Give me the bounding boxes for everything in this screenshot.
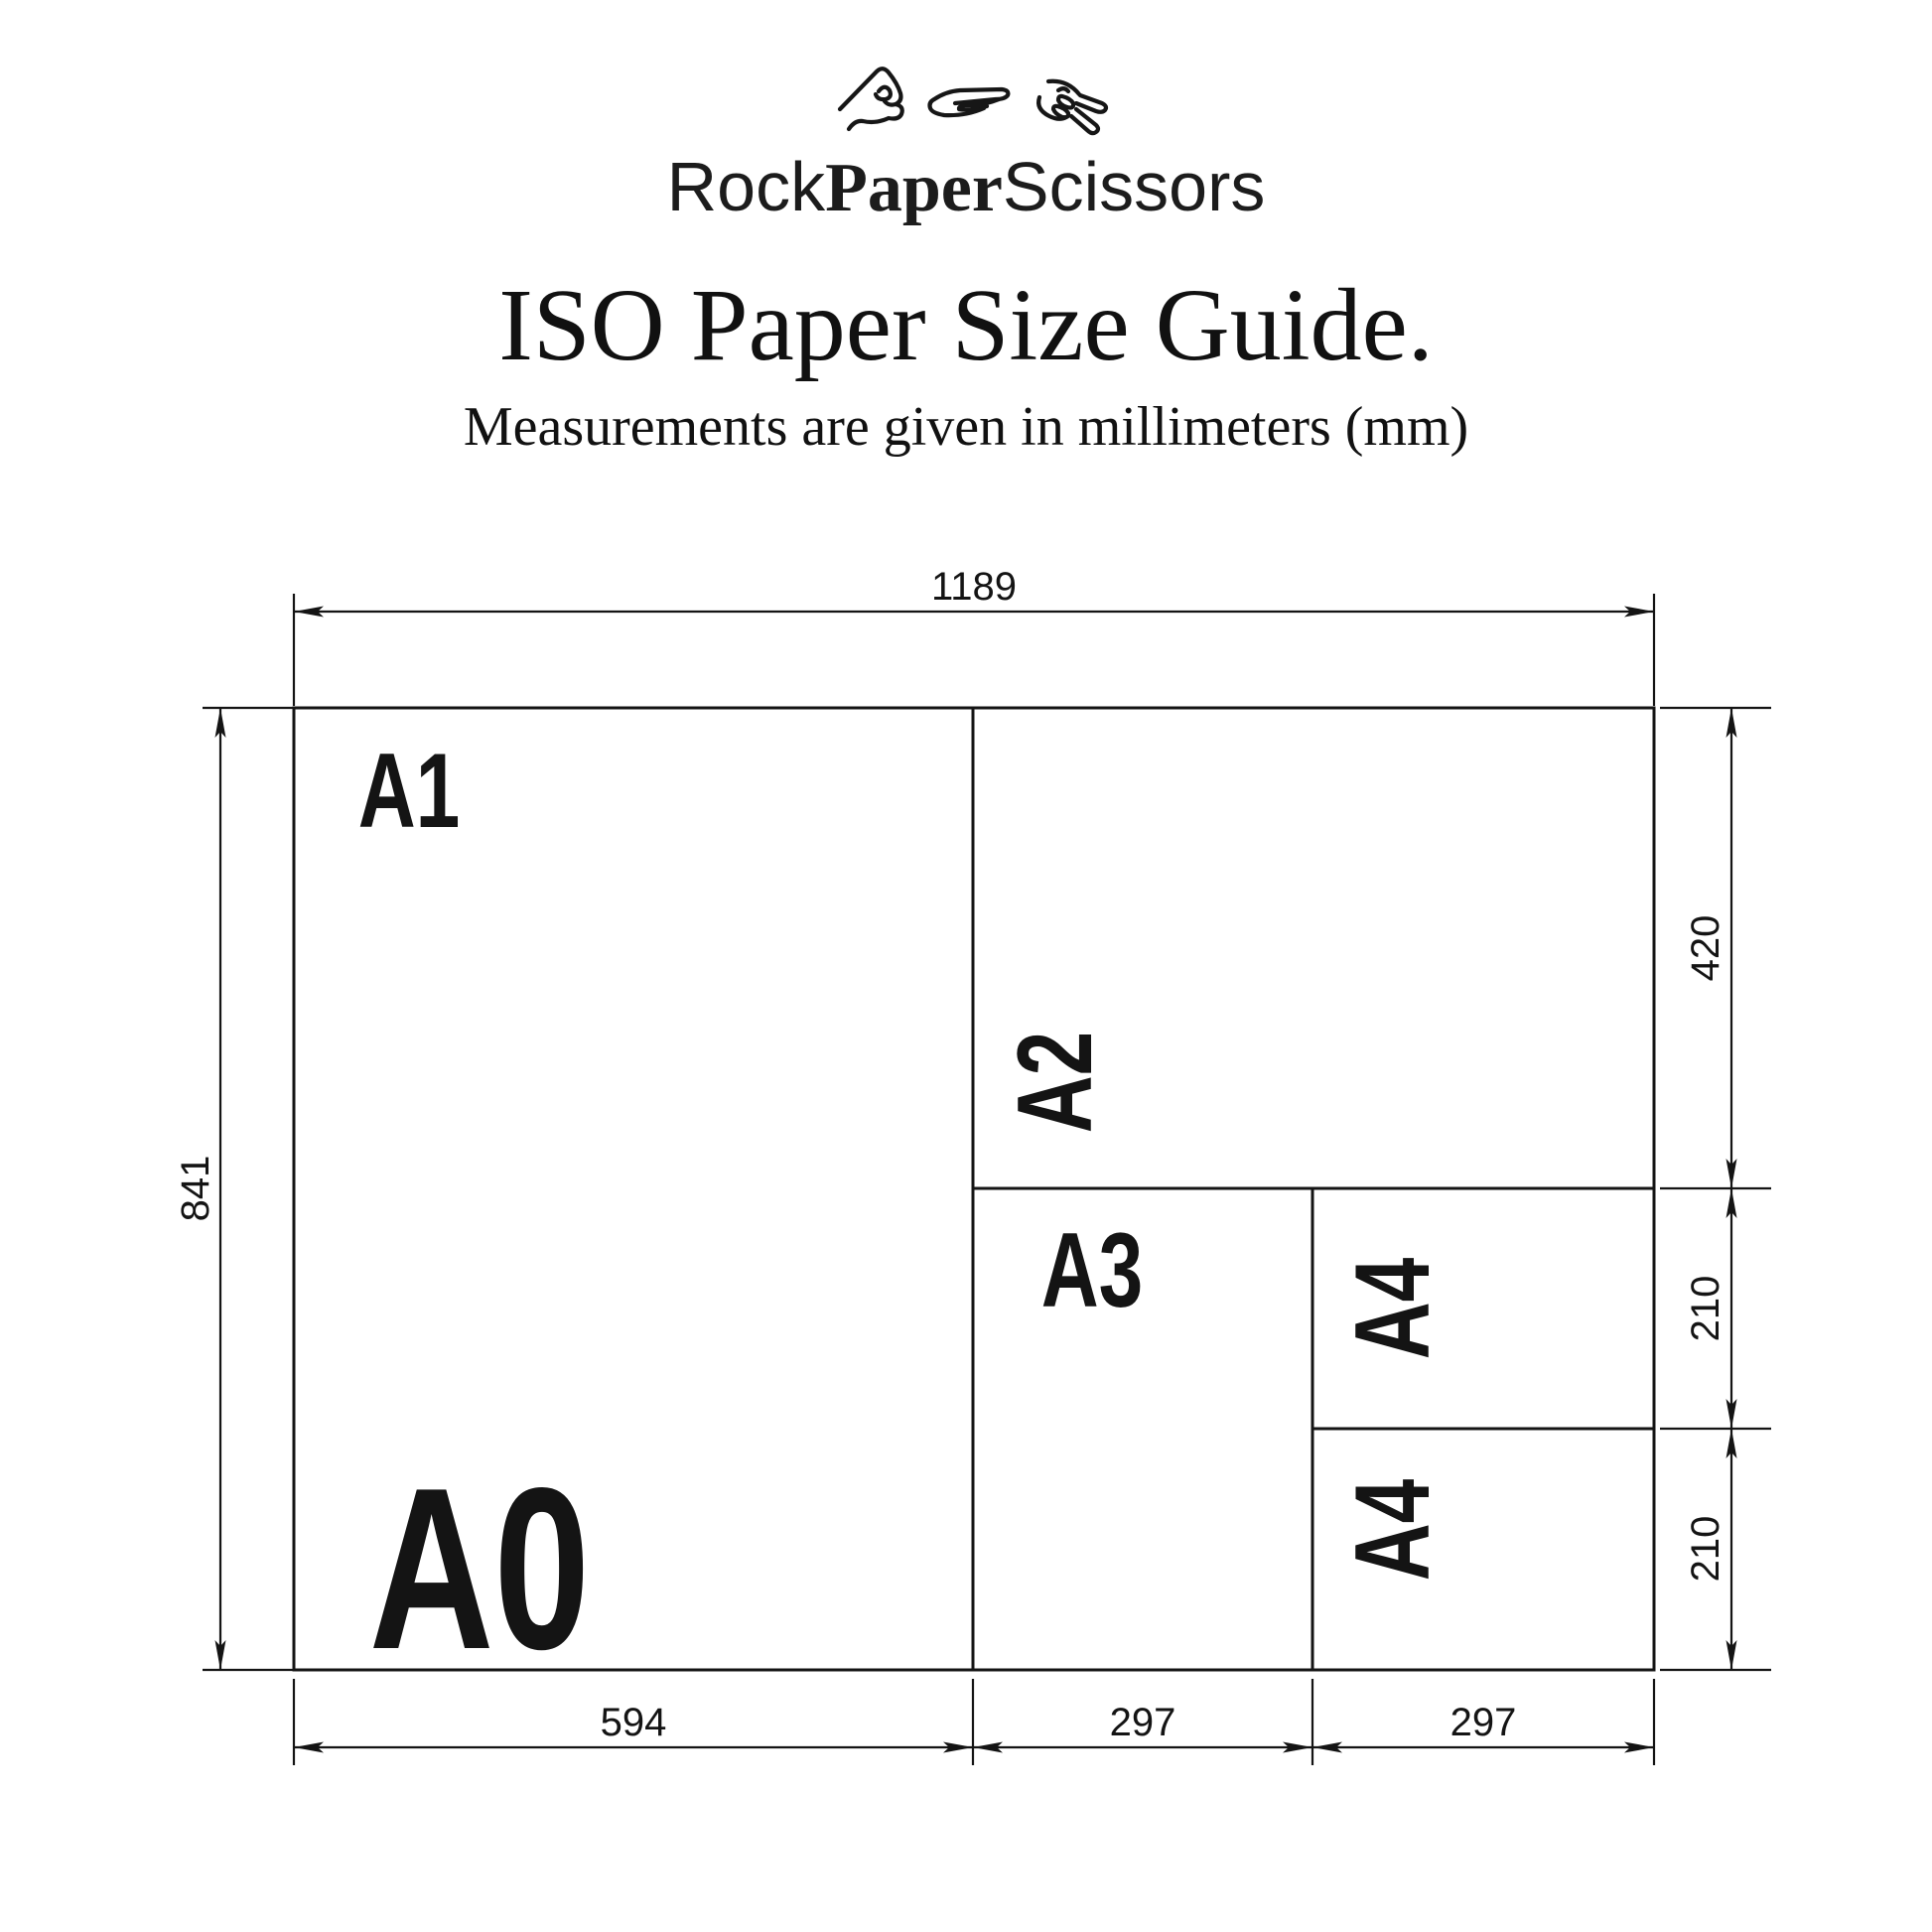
dim-width-1189: 1189 <box>930 565 1018 609</box>
page-subtitle: Measurements are given in millimeters (mm) <box>463 396 1469 458</box>
dim-bottom-594: 594 <box>600 1701 667 1744</box>
scissors-hand-icon <box>1038 81 1106 133</box>
rock-hand-icon <box>840 69 902 129</box>
a2-label: A2 <box>995 1031 1115 1134</box>
page-title: ISO Paper Size Guide. <box>498 268 1434 382</box>
a3-label: A3 <box>1040 1210 1144 1330</box>
a4-bottom-label: A4 <box>1332 1478 1452 1582</box>
dim-right-420: 420 <box>1684 914 1727 982</box>
dim-height-841: 841 <box>174 1155 217 1222</box>
a4-top-label: A4 <box>1332 1257 1452 1360</box>
a1-label: A1 <box>357 731 461 851</box>
logo-word-scissors: Scissors <box>1002 148 1266 225</box>
logo-word-rock: Rock <box>666 148 826 225</box>
dim-right-210-bottom: 210 <box>1684 1515 1727 1583</box>
dim-bottom-297-right: 297 <box>1449 1701 1517 1744</box>
dim-right-210-top: 210 <box>1684 1275 1727 1342</box>
dim-bottom-297-left: 297 <box>1109 1701 1176 1744</box>
a0-label: A0 <box>368 1440 591 1698</box>
paper-hand-icon <box>930 89 1009 115</box>
logo-word-paper: Paper <box>825 150 1003 226</box>
